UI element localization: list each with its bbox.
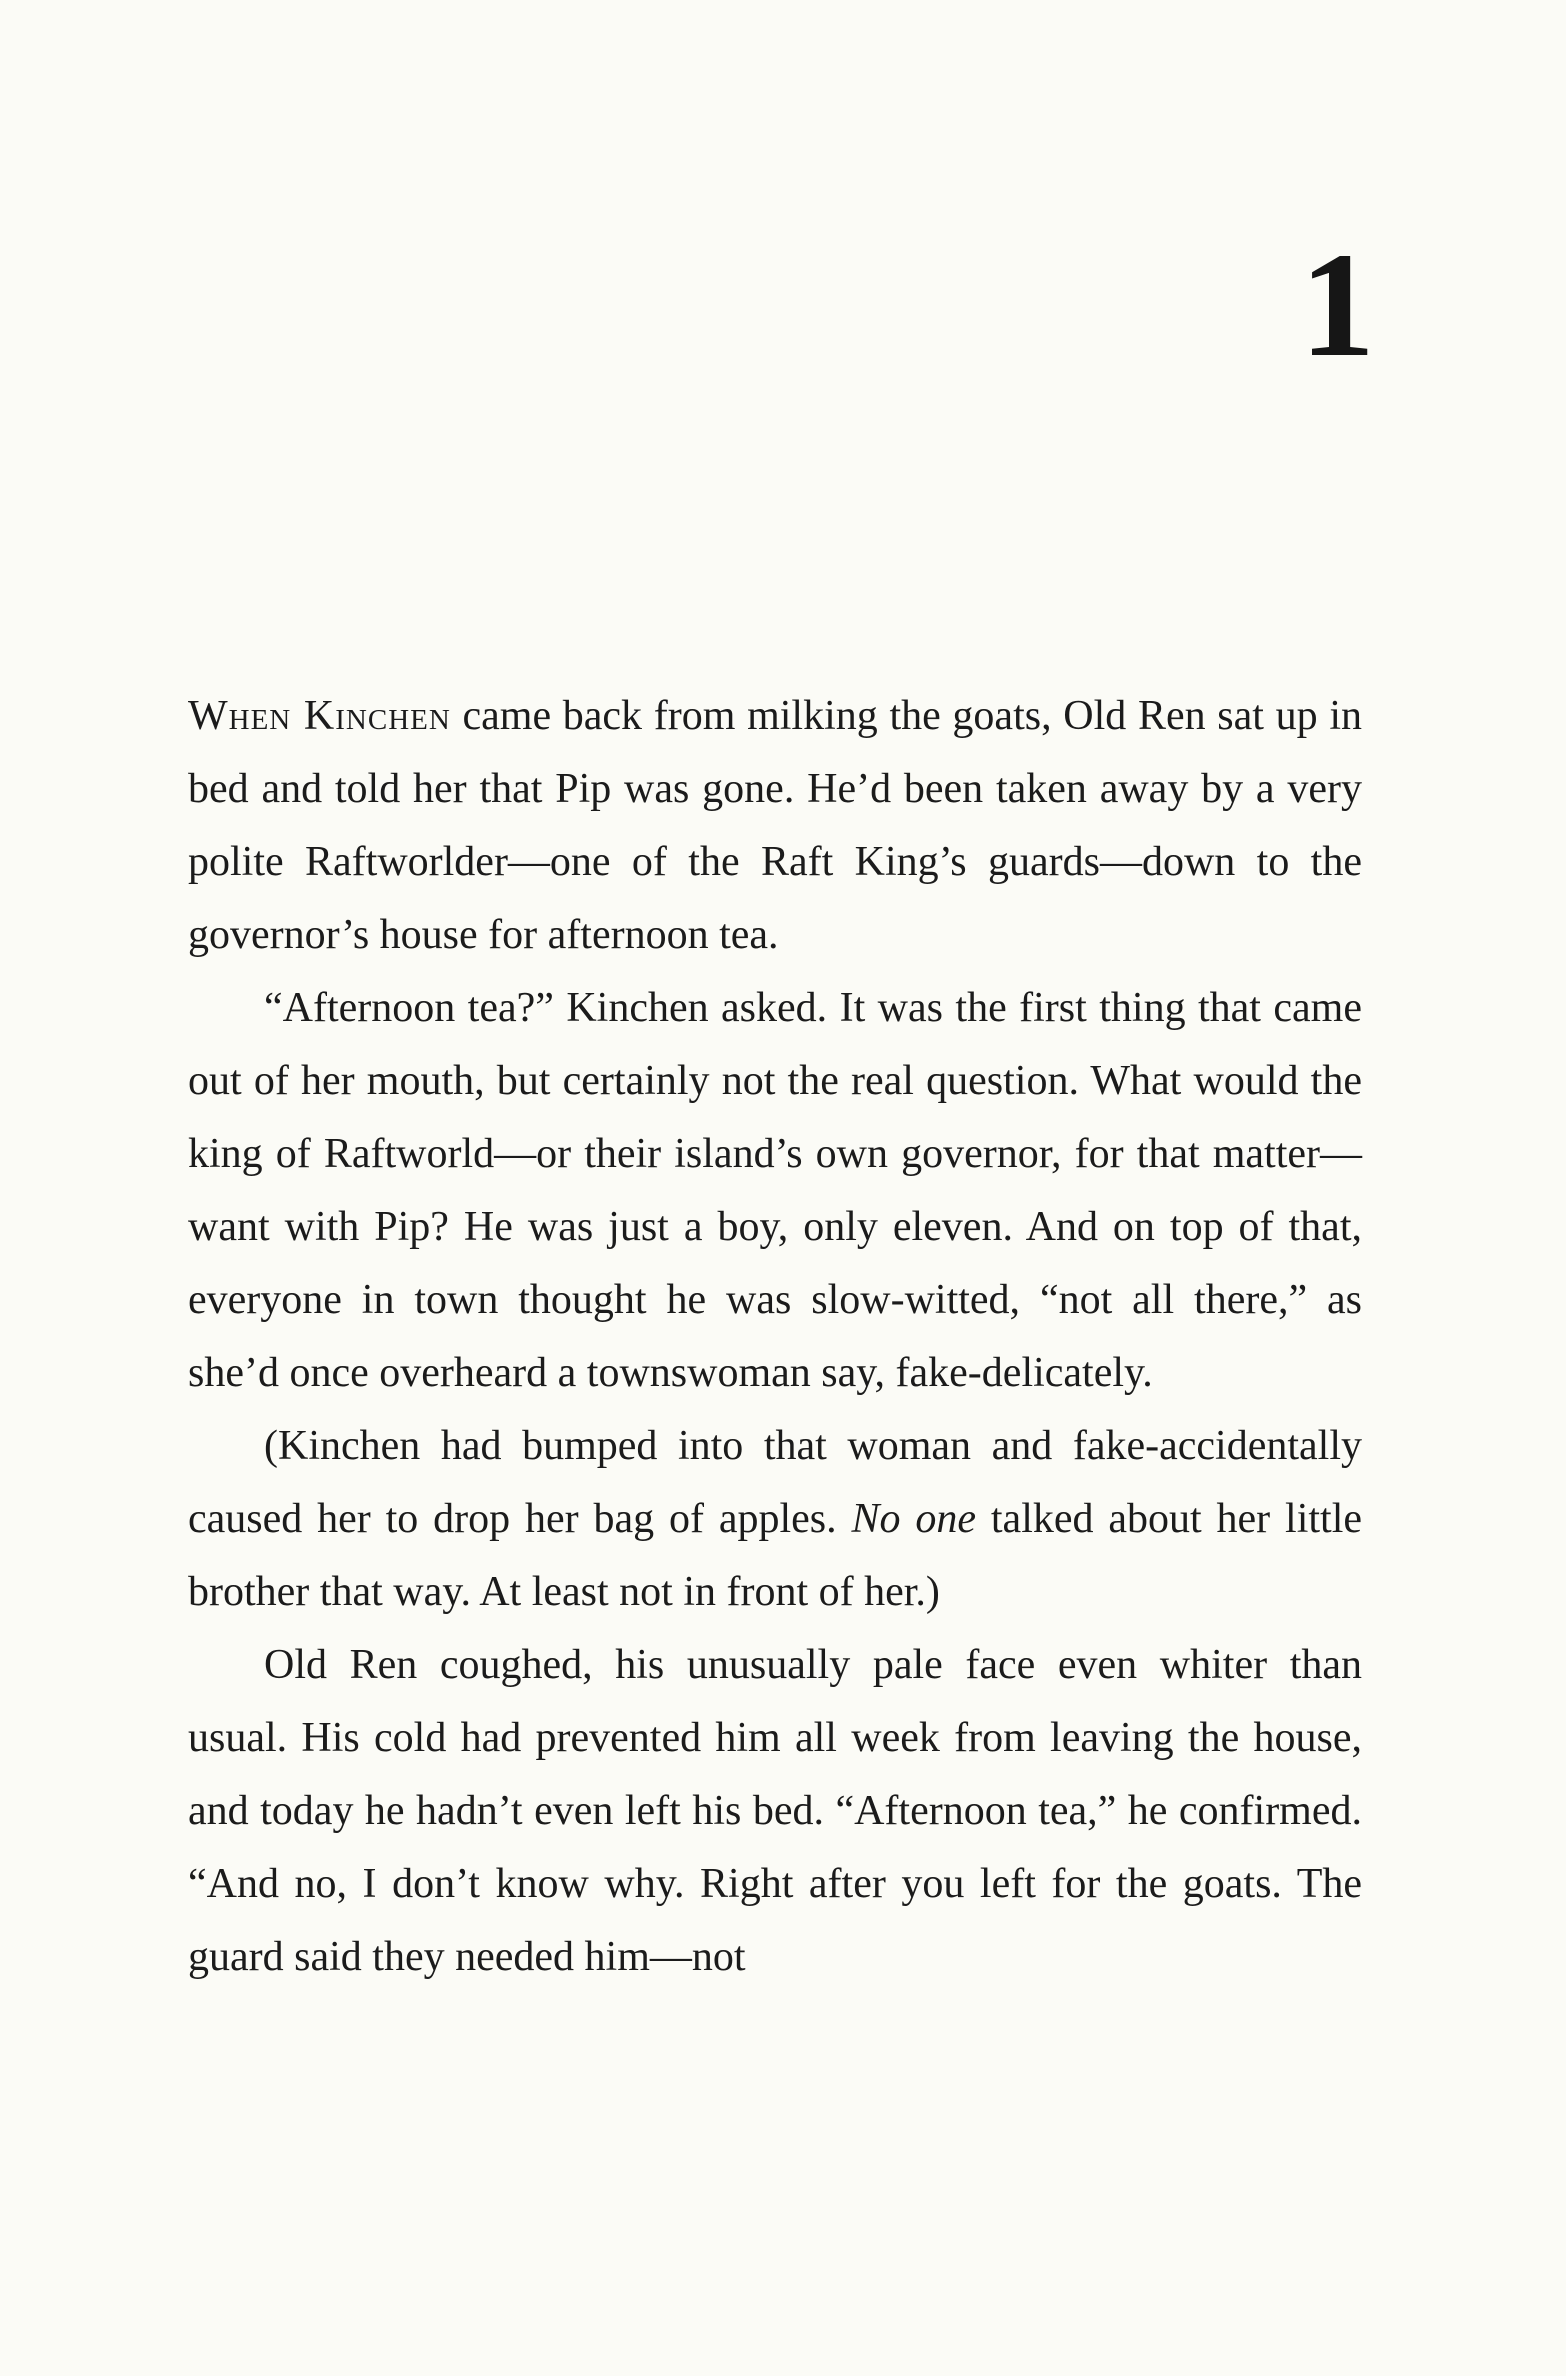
paragraph-4: Old Ren coughed, his unusually pale face even whiter than usual. His cold had prevented him all week from leaving the house, and today he hadn’t even left his bed. “Afternoon tea,” he confirmed. “And no, I don’t know why. Right after you left for the goats. The guard said they needed him—not — [188, 1642, 1362, 1980]
paragraph-3-text-before: (Kinchen had bumped into that woman and fake-accidentally caused her to drop her bag of apples. — [188, 1423, 1362, 1542]
paragraph-3-emphasis: No one — [851, 1496, 977, 1542]
chapter-number: 1 — [1300, 222, 1375, 388]
paragraph-2: “Afternoon tea?” Kinchen asked. It was the first thing that came out of her mouth, but certainly not the real question. What would the king of Raftworld—or their island’s own governor, for that matter—want with Pip? He was just a boy, only eleven. And on top of that, everyone in town thought he was slow-witted, “not all there,” as she’d once overheard a townswoman say, fake-delicately. — [188, 985, 1362, 1396]
opening-small-caps: When Kinchen — [188, 693, 451, 739]
paragraph-1-text: came back from milking the goats, Old Ren sat up in bed and told her that Pip was gone. He’d been taken away by a very polite Raftworlder—one of the Raft King’s guards—down to the governor’s house for afternoon tea. — [188, 693, 1363, 958]
paragraph-1 — [188, 680, 1362, 972]
paragraph-3 — [188, 1410, 1362, 1629]
paragraph-3-text-after: talked about her little brother that way. At least not in front of her.) — [188, 1496, 1363, 1615]
body-text — [188, 680, 1362, 1994]
